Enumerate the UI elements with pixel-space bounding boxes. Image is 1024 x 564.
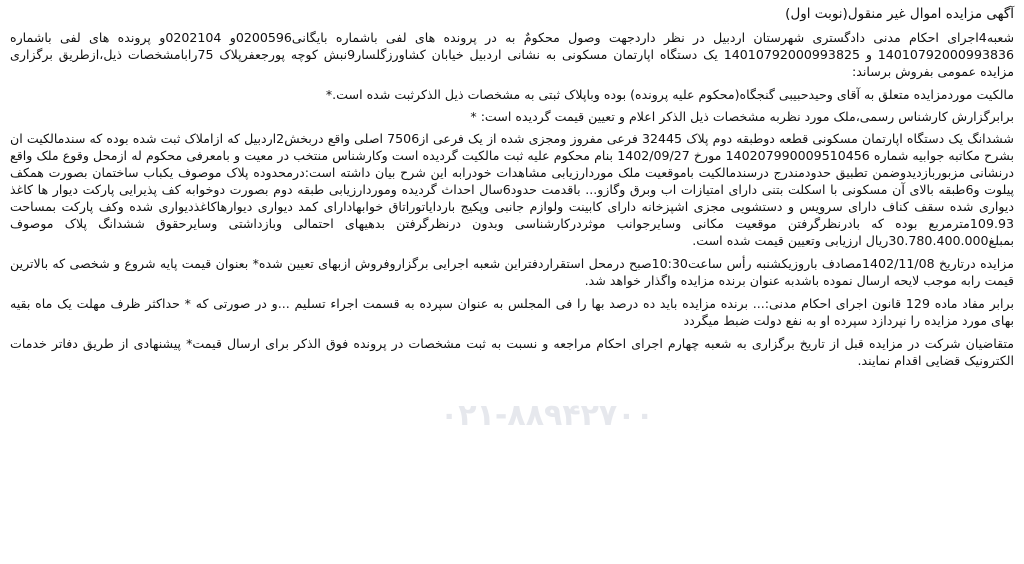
auction-date-paragraph: مزایده درتاریخ 1402/11/08مصادف باروزیکشنبه رأس ساعت10:30صبح درمحل استقراردفتراین شعبه اجرایی برگزاروفروش ازبهای تعیین شده* بعنوان قیمت پایه شروع و شخصی که بالاترین قیمت رابه موجب لایحه ارسال نموده باشدبه عنوان برنده مزایده واگذار خواهد شد. (10, 256, 1014, 288)
notice-intro-paragraph: شعبه4اجرای احکام مدنی دادگستری شهرستان اردبیل در نظر داردجهت وصول محکومٌ به در پرونده های لفی باشماره بایگانی0200596و 0202104و پرونده های لفی باشماره 14010792000993836 و 14010792000993825 یک دستگاه اپارتمان مسکونی به نشانی اردبیل خیابان کشاورزگلسار9نبش کوچه پورجعفرپلاک 75رابامشخصات ذیل،ازطریق برگزاری مزایده عمومی بفروش برساند: (10, 30, 1015, 79)
property-description-paragraph: ششدانگ یک دستگاه اپارتمان مسکونی قطعه دوطبقه دوم پلاک 32445 فرعی مفروز ومجزی شده از یک فرعی از7506 اصلی واقع دربخش2اردبیل که ازاملاک ثبت شده بوده که سندمالکیت ان بشرح مکاتبه جوابیه شماره 140207990009510456 مورخ 1402/09/27 بنام محکوم علیه ثبت مالکیت گردیده است وکارشناس منتخب در معیت و بامعرفی محکوم له ازمحل وقوع ملک واقع درنشانی مزبوربازدیدوضمن تطبیق حدودمندرج درسندمالکیت باموقعیت ملک موردارزیابی مشاهدات خودرابه این شرح بیان داشته است:درمحدوده پلاک موصوف یکباب ساختمان بصورت همکف پیلوت و6طبقه بالای آن مسکونی با اسکلت بتنی دارای امتیازات اب وبرق وگازو... باقدمت حدود6سال احداث گردیده وموردارزیابی طبقه دوم بصورت دوخوابه کف پذیرایی پارکت دیوار ها کاغذ دیواری شده سقف کناف دارای سرویس و دستشویی مجزی اشپزخانه دارای کابینت ولوازم جانبی وپکیج باردایاتوراتاق خوابهادارای کمد دیواری دیوارهاکاغذدیواری شده وکف پارکت بمساحت 109.93مترمربع بوده که بادرنظرگرفتن موقعیت مکانی وسایرجوانب موثردرکارشناسی وبدون درنظرگرفتن بدهیهای احتمالی وبازداشتی وسایرحقوق ششدانگ پلاک موصوف بمبلغ30.780.400.000ریال ارزیابی وتعیین قیمت شده است. (10, 131, 1015, 248)
expert-report-paragraph: برابرگزارش کارشناس رسمی،ملک مورد نظربه مشخصات ذیل الذکر اعلام و تعیین قیمت گردیده است: * (470, 109, 1014, 124)
phone-watermark: ۰۲۱-۸۸۹۴۲۷۰۰ (440, 398, 654, 433)
applicants-paragraph: متقاضیان شرکت در مزایده قبل از تاریخ برگزاری به شعبه چهارم اجرای احکام مراجعه و نسبت به ثبت مشخصات در پرونده فوق الذکر برای ارسال قیمت* پیشنهادی از طریق دفاتر خدمات الکترونیک قضایی اقدام نمایند. (10, 336, 1014, 368)
notice-title: آگهی مزایده اموال غیر منقول(نوبت اول) (785, 6, 1014, 22)
article-129-paragraph: برابر مفاد ماده 129 قانون اجرای احکام مدنی:... برنده مزایده باید ده درصد بها را فی المجلس به عنوان سپرده به قسمت اجراء تسلیم ...و در صورتی که * حداکثر ظرف مهلت یک ماه بقیه بهای مورد مزایده را نپردازد سپرده او به نفع دولت ضبط میگردد (10, 296, 1014, 328)
ownership-paragraph: مالکیت موردمزایده متعلق به آقای وحیدحبیبی گنجگاه(محکوم علیه پرونده) بوده وباپلاک ثبتی به مشخصات ذیل الذکرثبت شده است.* (325, 87, 1014, 102)
